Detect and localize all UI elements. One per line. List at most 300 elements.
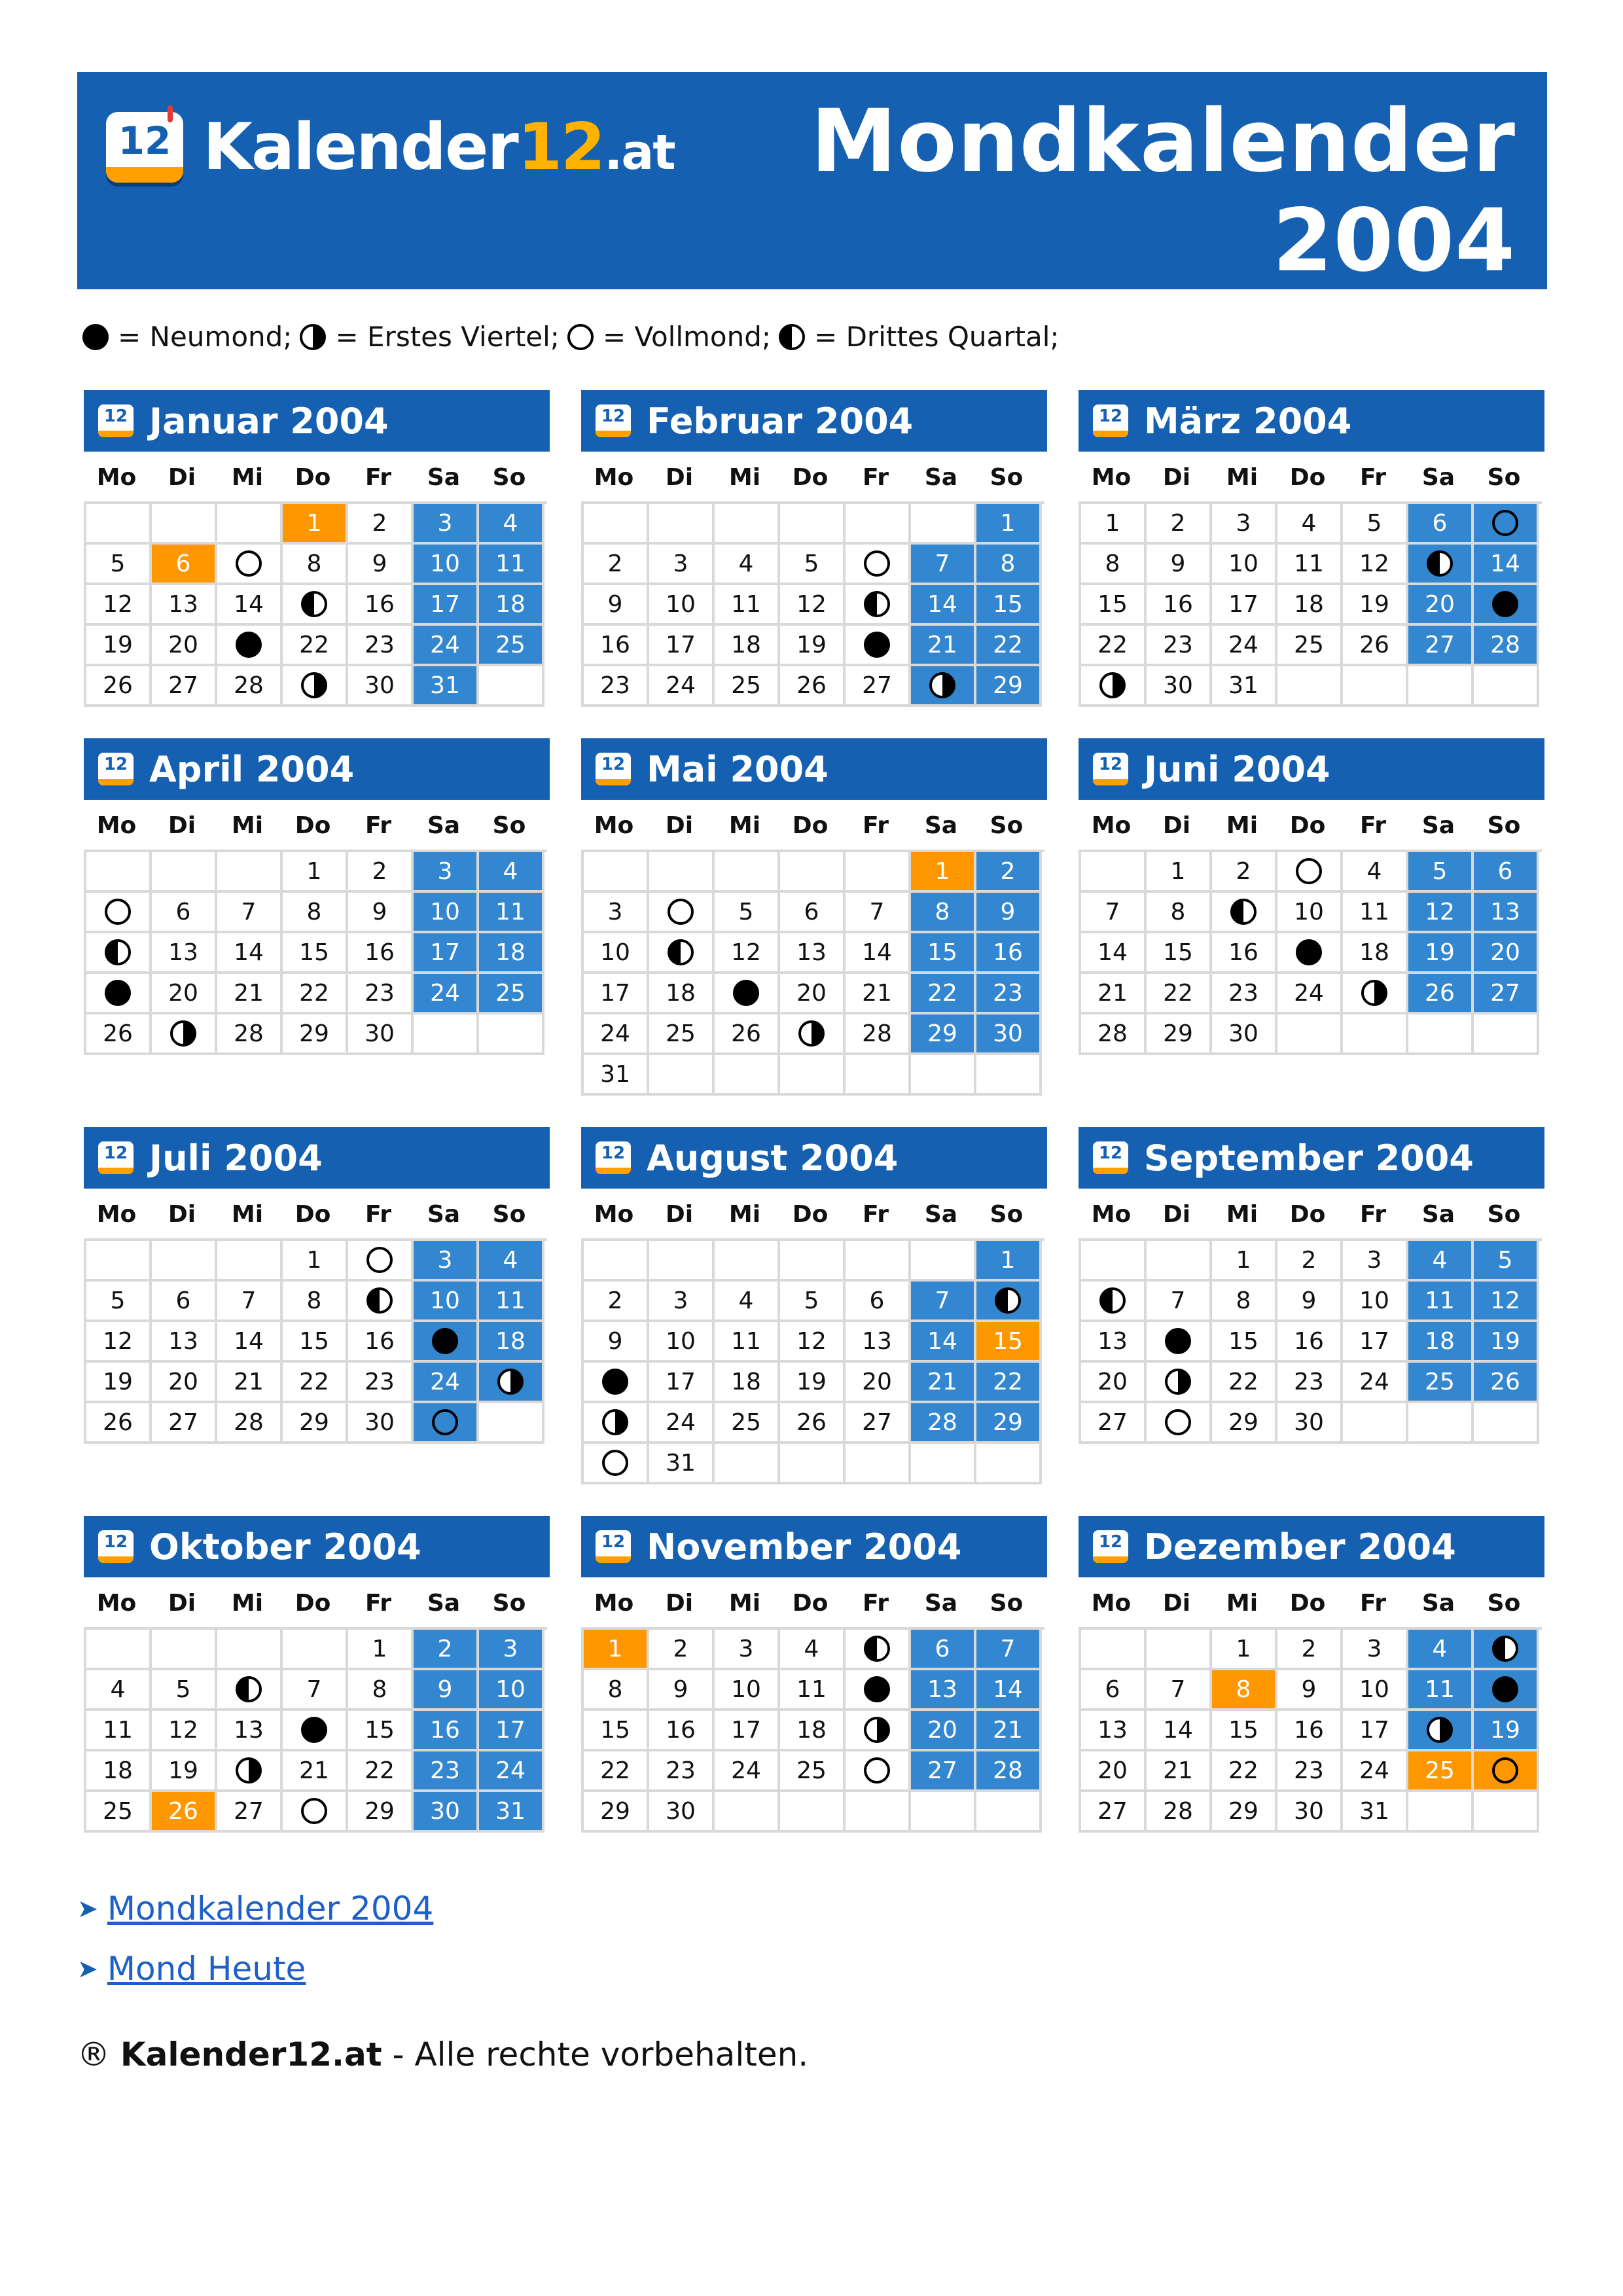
weekday-label: Sa [427, 812, 461, 839]
empty-cell [846, 504, 911, 545]
empty-cell [283, 1630, 348, 1670]
empty-cell [715, 504, 780, 545]
empty-cell [152, 1630, 217, 1670]
day-cell: 22 [348, 1751, 414, 1792]
day-cell: 17 [715, 1711, 780, 1751]
empty-cell [911, 504, 976, 545]
full-moon-icon [1296, 858, 1322, 884]
calendar-icon-number: 12 [1098, 755, 1123, 774]
day-cell: 22 [584, 1751, 649, 1792]
last-quarter-icon [366, 1287, 393, 1314]
month-title: November 2004 [647, 1526, 962, 1568]
arrow-right-icon: ➤ [77, 1894, 98, 1923]
legend-first-quarter [300, 321, 559, 353]
day-cell: 12 [1474, 1282, 1539, 1322]
day-cell: 9 [1277, 1282, 1343, 1322]
day-cell: 16 [1212, 933, 1277, 974]
new-moon-icon [733, 980, 759, 1006]
day-cell: 26 [86, 1403, 152, 1444]
weekday-label: So [492, 1201, 526, 1228]
day-cell: 12 [86, 585, 152, 626]
day-cell: 6 [1474, 852, 1539, 893]
day-cell: 23 [584, 666, 649, 707]
legend-last-quarter-label: = Drittes Quartal; [814, 321, 1060, 353]
day-cell: 6 [846, 1282, 911, 1322]
last-quarter-icon [668, 939, 694, 965]
day-cell: 15 [1147, 933, 1212, 974]
day-cell: 18 [1277, 585, 1343, 626]
empty-cell [780, 852, 846, 893]
day-cell: 30 [649, 1792, 715, 1833]
day-cell: 27 [152, 1403, 217, 1444]
day-cell [86, 893, 152, 933]
day-grid [84, 1627, 547, 1833]
month-calendar [581, 390, 1047, 707]
day-cell: 10 [414, 545, 479, 585]
day-cell: 30 [1277, 1792, 1343, 1833]
weekday-label: Mo [594, 464, 634, 491]
calendar-icon [596, 404, 631, 437]
day-cell: 29 [1147, 1014, 1212, 1055]
month-header [581, 1127, 1047, 1189]
day-cell: 11 [1408, 1282, 1474, 1322]
empty-cell [1474, 666, 1539, 707]
day-cell: 14 [1474, 545, 1539, 585]
day-cell: 29 [348, 1792, 414, 1833]
day-cell: 26 [1343, 626, 1408, 666]
day-cell: 16 [1277, 1711, 1343, 1751]
day-cell: 11 [479, 545, 544, 585]
day-cell: 30 [976, 1014, 1042, 1055]
day-cell: 1 [911, 852, 976, 893]
month-title: Mai 2004 [647, 748, 829, 790]
day-cell: 31 [1212, 666, 1277, 707]
day-cell: 17 [649, 626, 715, 666]
day-cell: 7 [1147, 1282, 1212, 1322]
day-cell: 24 [414, 626, 479, 666]
day-cell: 6 [1081, 1670, 1147, 1711]
day-cell: 4 [780, 1630, 846, 1670]
footer-text: - Alle rechte vorbehalten. [382, 2036, 809, 2073]
weekday-header-row [1079, 802, 1544, 850]
day-cell: 28 [217, 1403, 283, 1444]
day-grid [84, 501, 547, 707]
day-cell: 4 [715, 545, 780, 585]
day-cell [348, 1282, 414, 1322]
day-cell: 24 [1343, 1363, 1408, 1403]
day-cell: 23 [976, 974, 1042, 1014]
calendar-icon [1093, 1141, 1128, 1174]
weekday-label: Mi [1226, 464, 1258, 491]
weekday-label: Di [665, 1590, 694, 1617]
day-cell: 29 [911, 1014, 976, 1055]
day-cell: 10 [649, 585, 715, 626]
weekday-label: Sa [427, 1590, 461, 1617]
day-cell: 10 [584, 933, 649, 974]
calendar-icon [596, 1141, 631, 1174]
full-moon-icon [236, 550, 262, 577]
empty-cell [780, 1444, 846, 1484]
day-cell: 22 [1081, 626, 1147, 666]
day-cell: 17 [1343, 1322, 1408, 1363]
month-header [581, 738, 1047, 800]
day-cell [1147, 1322, 1212, 1363]
day-cell: 7 [911, 1282, 976, 1322]
month-title: Januar 2004 [149, 400, 389, 442]
first-quarter-icon [497, 1369, 524, 1395]
calendar-icon [596, 753, 631, 785]
day-cell [1474, 1630, 1539, 1670]
day-cell: 24 [479, 1751, 544, 1792]
day-cell: 15 [976, 585, 1042, 626]
weekday-label: Mo [1091, 812, 1132, 839]
day-cell: 10 [649, 1322, 715, 1363]
weekday-label: Do [1289, 464, 1326, 491]
day-cell: 12 [780, 585, 846, 626]
day-cell: 24 [1277, 974, 1343, 1014]
day-cell: 2 [584, 1282, 649, 1322]
footer-brand: Kalender12.at [120, 2036, 382, 2073]
full-moon-icon [366, 1247, 393, 1273]
day-cell: 29 [976, 1403, 1042, 1444]
day-cell [1474, 585, 1539, 626]
calendar-icon [98, 753, 134, 785]
weekday-label: Di [168, 812, 196, 839]
calendar-icon [596, 1530, 631, 1563]
day-cell [976, 1282, 1042, 1322]
last-quarter-icon [1492, 1636, 1518, 1662]
last-quarter-icon [1099, 1287, 1126, 1314]
day-cell: 16 [1147, 585, 1212, 626]
day-cell: 21 [911, 1363, 976, 1403]
full-moon-icon [567, 324, 594, 350]
new-moon-icon [432, 1328, 458, 1354]
logo-text-number: 12 [517, 110, 605, 185]
day-cell: 22 [283, 1363, 348, 1403]
empty-cell [846, 1444, 911, 1484]
day-cell: 23 [348, 974, 414, 1014]
day-cell: 26 [780, 1403, 846, 1444]
empty-cell [1343, 1403, 1408, 1444]
day-cell: 6 [152, 1282, 217, 1322]
weekday-header-row [84, 454, 550, 501]
day-cell [1474, 1751, 1539, 1792]
day-cell: 16 [348, 933, 414, 974]
day-cell: 22 [976, 1363, 1042, 1403]
day-cell: 30 [348, 1014, 414, 1055]
day-cell: 11 [479, 893, 544, 933]
day-cell: 14 [217, 933, 283, 974]
day-cell: 2 [584, 545, 649, 585]
empty-cell [911, 1055, 976, 1096]
link-mondkalender[interactable]: Mondkalender 2004 [107, 1890, 434, 1928]
weekday-label: Mo [96, 1201, 137, 1228]
weekday-label: Fr [1359, 464, 1387, 491]
empty-cell [584, 504, 649, 545]
day-cell: 10 [1212, 545, 1277, 585]
weekday-label: Mo [96, 812, 137, 839]
day-cell: 3 [414, 852, 479, 893]
day-cell: 20 [152, 974, 217, 1014]
weekday-label: Sa [427, 464, 461, 491]
day-cell: 27 [846, 666, 911, 707]
day-grid [1079, 501, 1542, 707]
day-cell: 22 [1212, 1751, 1277, 1792]
day-cell: 18 [649, 974, 715, 1014]
empty-cell [152, 504, 217, 545]
weekday-label: Do [294, 1201, 331, 1228]
day-cell: 2 [348, 504, 414, 545]
first-quarter-icon [864, 1717, 890, 1743]
day-cell: 29 [584, 1792, 649, 1833]
day-grid [1079, 850, 1542, 1055]
weekday-label: Di [1162, 1590, 1191, 1617]
day-cell [283, 666, 348, 707]
weekday-label: Di [665, 812, 694, 839]
empty-cell [911, 1792, 976, 1833]
day-cell: 4 [1277, 504, 1343, 545]
day-cell: 23 [348, 626, 414, 666]
weekday-label: Mi [728, 1590, 761, 1617]
day-cell: 9 [414, 1670, 479, 1711]
day-cell: 18 [715, 1363, 780, 1403]
site-logo[interactable] [106, 108, 675, 187]
day-cell: 8 [911, 893, 976, 933]
day-cell: 19 [780, 1363, 846, 1403]
day-cell: 12 [715, 933, 780, 974]
link-mond-heute[interactable]: Mond Heute [107, 1950, 306, 1988]
day-cell: 17 [414, 585, 479, 626]
calendar-icon-number: 12 [601, 1143, 626, 1163]
empty-cell [846, 852, 911, 893]
weekday-label: Fr [1359, 812, 1387, 839]
day-cell: 5 [1408, 852, 1474, 893]
day-cell: 7 [283, 1670, 348, 1711]
month-title: September 2004 [1144, 1137, 1474, 1179]
day-cell: 23 [348, 1363, 414, 1403]
month-header [1079, 1127, 1544, 1189]
day-cell: 5 [780, 1282, 846, 1322]
weekday-label: Do [294, 1590, 331, 1617]
calendar-icon-number: 12 [1098, 406, 1123, 426]
empty-cell [152, 1241, 217, 1282]
legend-new-moon [82, 321, 292, 353]
day-cell: 28 [217, 1014, 283, 1055]
day-cell: 13 [217, 1711, 283, 1751]
weekday-label: Di [1162, 1201, 1191, 1228]
legend-full-moon-label: = Vollmond; [602, 321, 772, 353]
empty-cell [649, 504, 715, 545]
footer-copyright [77, 2036, 808, 2073]
weekday-label: Di [168, 1201, 196, 1228]
month-header [84, 1127, 550, 1189]
registered-symbol: ® [77, 2036, 110, 2073]
weekday-label: Mo [594, 1201, 634, 1228]
month-title: August 2004 [647, 1137, 899, 1179]
weekday-label: So [1487, 1590, 1521, 1617]
calendar-icon [106, 112, 183, 183]
day-cell: 29 [1212, 1792, 1277, 1833]
day-cell: 26 [780, 666, 846, 707]
day-cell: 15 [1212, 1322, 1277, 1363]
day-cell: 22 [911, 974, 976, 1014]
new-moon-icon [82, 324, 109, 350]
day-cell: 6 [152, 545, 217, 585]
weekday-label: Mo [96, 1590, 137, 1617]
month-title: April 2004 [149, 748, 355, 790]
day-cell: 17 [1212, 585, 1277, 626]
day-cell: 14 [911, 585, 976, 626]
day-cell: 25 [780, 1751, 846, 1792]
weekday-header-row [581, 1580, 1047, 1627]
day-cell [1277, 852, 1343, 893]
day-cell: 27 [911, 1751, 976, 1792]
day-cell: 2 [348, 852, 414, 893]
day-cell: 29 [283, 1014, 348, 1055]
day-cell: 11 [1343, 893, 1408, 933]
empty-cell [911, 1241, 976, 1282]
day-cell: 27 [1408, 626, 1474, 666]
weekday-label: So [492, 464, 526, 491]
weekday-label: Mo [594, 1590, 634, 1617]
day-cell: 15 [1212, 1711, 1277, 1751]
month-calendar [581, 738, 1047, 1096]
legend-full-moon [567, 321, 771, 353]
day-cell [348, 1241, 414, 1282]
day-cell [1147, 1403, 1212, 1444]
day-cell: 25 [715, 666, 780, 707]
day-cell: 2 [1277, 1241, 1343, 1282]
empty-cell [715, 1444, 780, 1484]
day-cell: 19 [86, 626, 152, 666]
day-cell: 24 [1343, 1751, 1408, 1792]
weekday-label: Mo [1091, 1590, 1132, 1617]
new-moon-icon [105, 980, 131, 1006]
day-cell: 7 [1147, 1670, 1212, 1711]
day-cell: 20 [911, 1711, 976, 1751]
day-cell: 31 [414, 666, 479, 707]
empty-cell [649, 852, 715, 893]
new-moon-icon [1492, 591, 1518, 617]
first-quarter-icon [1165, 1369, 1191, 1395]
day-cell: 11 [479, 1282, 544, 1322]
month-calendar [84, 1127, 550, 1444]
day-cell: 5 [1343, 504, 1408, 545]
day-cell: 25 [649, 1014, 715, 1055]
day-cell: 9 [584, 1322, 649, 1363]
empty-cell [1474, 1014, 1539, 1055]
full-moon-icon [432, 1409, 458, 1435]
day-cell: 13 [911, 1670, 976, 1711]
day-cell: 7 [217, 1282, 283, 1322]
empty-cell [1343, 1014, 1408, 1055]
empty-cell [479, 666, 544, 707]
weekday-label: So [1487, 464, 1521, 491]
day-cell: 21 [283, 1751, 348, 1792]
day-cell [1343, 974, 1408, 1014]
weekday-label: Mo [1091, 1201, 1132, 1228]
day-cell: 15 [283, 933, 348, 974]
empty-cell [976, 1792, 1042, 1833]
day-cell [846, 1670, 911, 1711]
empty-cell [152, 852, 217, 893]
month-calendar [84, 390, 550, 707]
day-cell: 20 [152, 626, 217, 666]
day-cell: 3 [414, 504, 479, 545]
day-cell [152, 1014, 217, 1055]
day-cell [584, 1363, 649, 1403]
empty-cell [217, 852, 283, 893]
day-cell: 9 [976, 893, 1042, 933]
day-cell: 18 [780, 1711, 846, 1751]
month-calendar [581, 1127, 1047, 1484]
day-cell: 27 [846, 1403, 911, 1444]
full-moon-icon [602, 1450, 628, 1476]
weekday-label: Do [294, 464, 331, 491]
weekday-label: Fr [365, 1201, 392, 1228]
month-header [1079, 738, 1544, 800]
day-cell: 13 [152, 1322, 217, 1363]
weekday-label: Di [168, 464, 196, 491]
empty-cell [780, 1055, 846, 1096]
weekday-label: Mi [231, 464, 264, 491]
first-quarter-icon [1099, 672, 1126, 698]
day-cell: 23 [1277, 1363, 1343, 1403]
day-cell [584, 1403, 649, 1444]
weekday-label: Mi [1226, 812, 1258, 839]
day-cell: 23 [1147, 626, 1212, 666]
empty-cell [86, 852, 152, 893]
day-cell: 23 [1212, 974, 1277, 1014]
empty-cell [86, 504, 152, 545]
weekday-label: Mi [1226, 1201, 1258, 1228]
new-moon-icon [864, 632, 890, 658]
day-cell: 16 [348, 1322, 414, 1363]
day-cell: 24 [649, 666, 715, 707]
first-quarter-icon [929, 672, 955, 698]
calendar-icon-number: 12 [103, 1532, 128, 1552]
empty-cell [911, 1444, 976, 1484]
page-title [811, 92, 1516, 291]
day-cell: 1 [348, 1630, 414, 1670]
day-cell: 18 [479, 1322, 544, 1363]
page-title-year: 2004 [1272, 190, 1516, 291]
day-cell: 31 [649, 1444, 715, 1484]
month-header [84, 738, 550, 800]
month-calendar [581, 1516, 1047, 1833]
day-cell: 5 [715, 893, 780, 933]
day-cell: 17 [1343, 1711, 1408, 1751]
weekday-label: Fr [365, 1590, 392, 1617]
day-cell: 11 [715, 585, 780, 626]
day-cell: 28 [846, 1014, 911, 1055]
day-cell: 29 [283, 1403, 348, 1444]
month-header [581, 390, 1047, 452]
day-cell [217, 1670, 283, 1711]
link-item [77, 1878, 433, 1939]
day-cell: 10 [1277, 893, 1343, 933]
day-cell: 4 [479, 852, 544, 893]
weekday-label: Mi [231, 812, 264, 839]
day-cell: 11 [715, 1322, 780, 1363]
day-cell: 19 [1343, 585, 1408, 626]
day-cell: 25 [86, 1792, 152, 1833]
day-cell: 26 [715, 1014, 780, 1055]
day-cell: 18 [1343, 933, 1408, 974]
month-header [1079, 390, 1544, 452]
day-cell: 8 [1081, 545, 1147, 585]
empty-cell [217, 1630, 283, 1670]
